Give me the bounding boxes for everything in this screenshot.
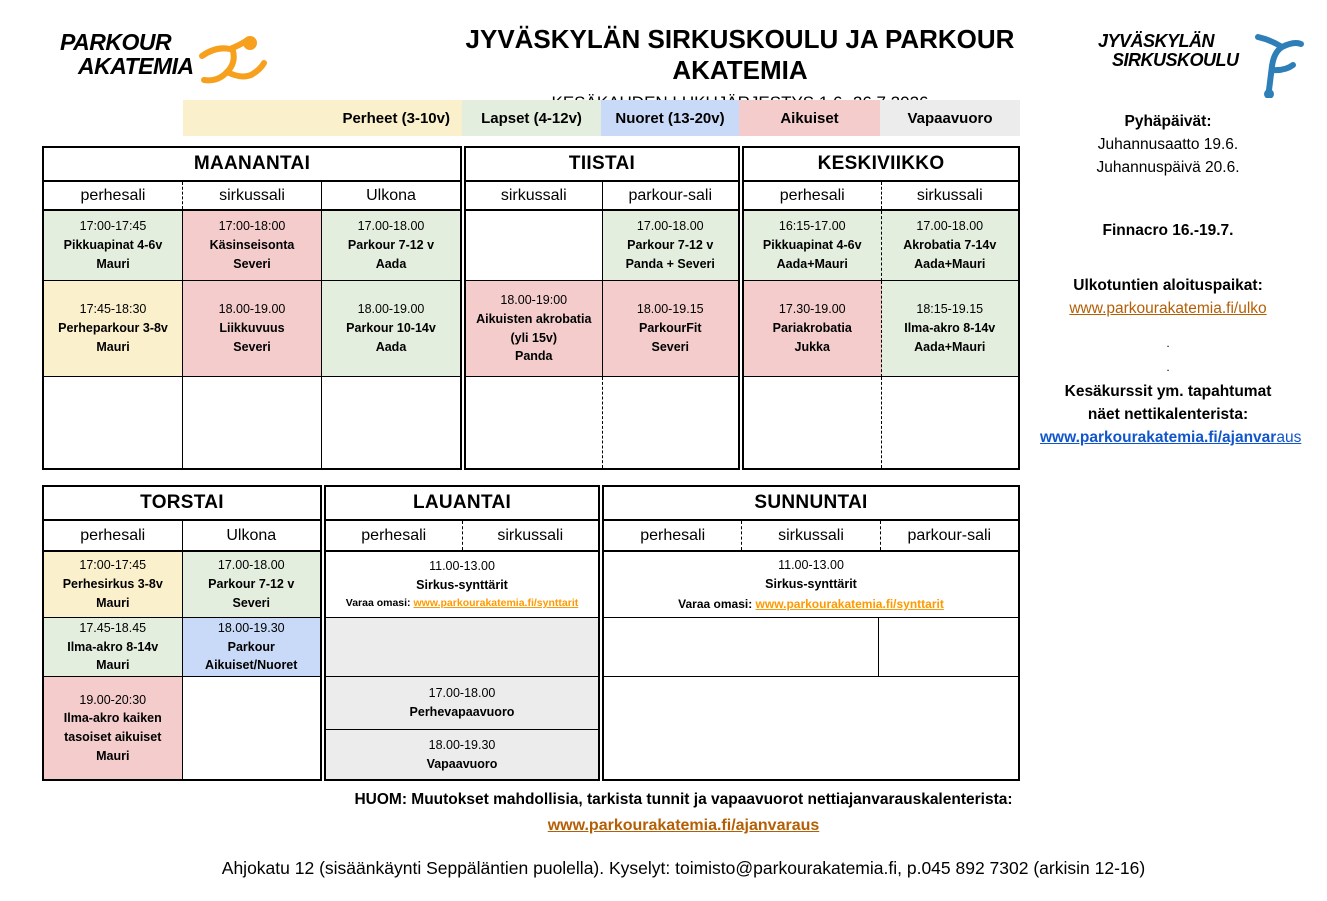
page-title: JYVÄSKYLÄN SIRKUSKOULU JA PARKOUR AKATEMIA: [465, 24, 1015, 85]
class-time: 16:15-17.00: [778, 219, 846, 234]
booking-line: [346, 596, 578, 612]
day-table-torstai: [42, 485, 322, 781]
class-cell: [882, 211, 1019, 281]
class-teacher: Panda + Severi: [625, 256, 715, 271]
category-legend: [183, 100, 1020, 136]
day-table-lauantai: [324, 485, 600, 781]
empty-cell: [466, 211, 603, 281]
holiday-line: Juhannusaatto 19.6.: [1097, 136, 1239, 153]
logo-parkour-line2: AKATEMIA: [78, 53, 194, 79]
calendar-link[interactable]: [1040, 429, 1301, 446]
ajanvaraus-link[interactable]: www.parkourakatemia.fi/ajanvaraus: [547, 817, 820, 834]
class-time: 17.00-18.00: [217, 558, 285, 573]
huom-note: HUOM: Muutokset mahdollisia, tarkista tunnit ja vapaavuorot nettiajanvarauskalenterista:: [354, 791, 1013, 808]
col-header-sirkussali: sirkussali: [497, 526, 564, 544]
class-time: 17:00-18:00: [218, 219, 286, 234]
legend-item-lapset: Lapset (4-12v): [462, 100, 601, 136]
day-table-maanantai: [42, 146, 462, 470]
class-time: 17:45-18:30: [79, 302, 147, 317]
class-time: 17.45-18.45: [79, 620, 147, 635]
class-cell: [882, 281, 1019, 377]
class-name: Parkour 7-12 v: [627, 238, 714, 253]
parkour-akatemia-logo: [60, 30, 270, 92]
legend-item-perheet: Perheet (3-10v): [183, 100, 462, 136]
day-header-torstai: TORSTAI: [44, 487, 320, 521]
col-header-sirkussali: sirkussali: [466, 182, 603, 209]
logo-parkour-line1: PARKOUR: [60, 29, 172, 55]
class-teacher: Aada+Mauri: [914, 256, 986, 271]
col-header-perhesali: perhesali: [604, 521, 742, 550]
class-time: 17.00-18.00: [636, 219, 704, 234]
class-cell: [744, 281, 882, 377]
class-cell-synttarit: [326, 552, 598, 618]
col-header-perhesali: perhesali: [326, 521, 463, 550]
class-name: Sirkus-synttärit: [765, 577, 857, 591]
summer-courses-line1: Kesäkurssit ym. tapahtumat: [1064, 383, 1272, 400]
class-cell: [183, 618, 321, 677]
parkour-figure-icon: [196, 32, 270, 92]
stray-dot: .: [1166, 336, 1170, 350]
class-teacher: Mauri: [96, 595, 130, 610]
logo-sirkus-line2: SIRKUSKOULU: [1112, 50, 1239, 70]
class-cell: [183, 281, 322, 377]
col-header-parkour-sali: parkour-sali: [628, 186, 713, 204]
class-teacher: Severi: [233, 339, 271, 354]
calendar-link-line: [1040, 426, 1302, 449]
empty-cell: [183, 377, 322, 468]
class-name: Perhesirkus 3-8v: [62, 577, 163, 592]
class-name: Pikkuapinat 4-6v: [762, 238, 862, 253]
day-header-lauantai: LAUANTAI: [326, 487, 598, 521]
class-cell: [603, 281, 739, 377]
class-time: 11.00-13.00: [429, 559, 495, 574]
col-header-perhesali: perhesali: [44, 182, 183, 209]
class-teacher: Mauri: [96, 748, 130, 763]
legend-item-vapaavuoro: Vapaavuoro: [880, 100, 1020, 136]
col-header-parkour-sali: parkour-sali: [907, 526, 992, 544]
sirkuskoulu-logo: [1098, 32, 1305, 98]
calendar-link-bold: www.parkourakatemia.fi/ajanvar: [1040, 429, 1277, 446]
class-time: 11.00-13.00: [778, 558, 844, 573]
class-time: 18.00-19.00: [218, 302, 286, 317]
col-header-perhesali: perhesali: [44, 521, 183, 550]
empty-cell: [466, 377, 603, 468]
class-teacher: Mauri: [96, 256, 130, 271]
class-teacher: Aada: [375, 256, 407, 271]
empty-cell: [183, 677, 321, 779]
col-header-perhesali: perhesali: [744, 182, 882, 209]
class-name: Perheparkour 3-8v: [58, 321, 168, 336]
class-teacher: Severi: [233, 256, 271, 271]
empty-cell: [879, 618, 1018, 677]
class-teacher: Severi: [651, 339, 690, 354]
class-time: 19.00-20:30: [79, 692, 147, 707]
class-time: 17:00-17:45: [79, 219, 147, 234]
class-cell-synttarit: [604, 552, 1018, 618]
col-header-sirkussali: sirkussali: [742, 521, 880, 550]
empty-cell: [882, 377, 1019, 468]
empty-cell: [604, 677, 1018, 779]
day-header-keskiviikko: KESKIVIIKKO: [744, 148, 1018, 182]
class-time: 18.00-19.30: [428, 737, 496, 752]
class-time: 18:15-19.15: [916, 302, 984, 317]
class-teacher: Aikuiset/Nuoret: [205, 658, 298, 673]
class-name: Aikuisten akrobatia (yli 15v): [476, 311, 592, 345]
class-name: Parkour 10-14v: [346, 321, 436, 336]
class-time: 17.00-18.00: [428, 686, 496, 701]
class-name: Vapaavuoro: [426, 756, 498, 771]
schedule-week-part2: [42, 485, 1020, 781]
class-time: 18.00-19:00: [500, 293, 568, 307]
class-time: 17.00-18.00: [916, 219, 984, 234]
empty-cell: [322, 377, 460, 468]
class-cell: [183, 211, 322, 281]
class-teacher: Jukka: [794, 339, 830, 354]
class-cell: [183, 552, 321, 618]
info-sidebar: [1040, 110, 1302, 449]
outdoor-link-line: [1040, 297, 1296, 320]
logo-sirkus-line1: JYVÄSKYLÄN: [1098, 31, 1215, 51]
booking-prefix: Varaa omasi:: [678, 596, 753, 611]
class-cell: [326, 677, 598, 730]
class-cell: [44, 552, 183, 618]
class-time: 18.00-19.15: [636, 302, 704, 317]
class-name: Ilma-akro kaiken tasoiset aikuiset: [63, 711, 162, 744]
class-teacher: Mauri: [96, 339, 130, 354]
summer-courses-line2: näet nettikalenterista:: [1087, 406, 1249, 423]
class-cell: [744, 211, 882, 281]
class-teacher: Aada+Mauri: [914, 339, 986, 354]
class-name: Parkour 7-12 v: [208, 577, 295, 592]
class-name: Akrobatia 7-14v: [903, 238, 997, 253]
class-name: Ilma-akro 8-14v: [67, 639, 159, 654]
empty-cell: [44, 377, 183, 468]
holiday-line: Juhannuspäivä 20.6.: [1096, 159, 1240, 176]
handstand-figure-icon: [1241, 32, 1305, 98]
empty-cell: [326, 618, 598, 677]
stray-dot: .: [1166, 360, 1170, 374]
class-cell: [466, 281, 603, 377]
class-teacher: Panda: [514, 349, 553, 364]
class-cell: [326, 730, 598, 779]
synttarit-link[interactable]: www.parkourakatemia.fi/synttarit: [413, 596, 579, 609]
class-cell: [44, 281, 183, 377]
legend-item-aikuiset: Aikuiset: [739, 100, 880, 136]
class-name: Parkour 7-12 v: [347, 238, 435, 253]
class-name: Liikkuvuus: [219, 321, 285, 336]
calendar-link-rest: aus: [1276, 429, 1302, 446]
class-name: Käsinseisonta: [209, 238, 295, 253]
holidays-title: Pyhäpäivät:: [1124, 113, 1212, 130]
huom-link-line: [40, 817, 1327, 835]
class-name: Pikkuapinat 4-6v: [63, 238, 163, 253]
class-time: 17.00-18.00: [357, 219, 425, 234]
synttarit-link[interactable]: www.parkourakatemia.fi/synttarit: [755, 596, 944, 611]
class-name: ParkourFit: [638, 321, 702, 336]
class-name: Pariakrobatia: [772, 321, 852, 336]
class-cell: [44, 677, 183, 779]
day-table-keskiviikko: [742, 146, 1020, 470]
col-header-sirkussali: sirkussali: [183, 182, 322, 209]
day-table-tiistai: [464, 146, 740, 470]
class-cell: [44, 618, 183, 677]
col-header-ulkona: Ulkona: [226, 526, 277, 544]
finnacro-note: Finnacro 16.-19.7.: [1102, 222, 1234, 239]
col-header-sirkussali: sirkussali: [916, 186, 983, 204]
class-time: 18.00-19.30: [217, 620, 285, 635]
empty-cell: [603, 377, 739, 468]
col-header-ulkona: Ulkona: [366, 186, 416, 204]
class-cell: [322, 211, 460, 281]
address-line: Ahjokatu 12 (sisäänkäynti Seppäläntien puolella). Kyselyt: toimisto@parkourakatemia.fi, p.045 892 7302 (arkisin 12-16): [221, 858, 1146, 878]
class-teacher: Aada+Mauri: [776, 256, 848, 271]
class-name: Sirkus-synttärit: [416, 578, 508, 593]
class-name: Ilma-akro 8-14v: [904, 321, 996, 336]
class-time: 18.00-19.00: [357, 302, 425, 317]
schedule-week-part1: [42, 146, 1020, 470]
outdoor-title: Ulkotuntien aloituspaikat:: [1073, 277, 1263, 294]
class-cell: [44, 211, 183, 281]
class-time: 17:00-17:45: [79, 558, 147, 573]
empty-cell: [744, 377, 882, 468]
class-time: 17.30-19.00: [778, 302, 846, 317]
booking-line: [678, 595, 944, 613]
class-cell: [322, 281, 460, 377]
day-header-tiistai: TIISTAI: [466, 148, 738, 182]
booking-prefix: Varaa omasi:: [345, 596, 411, 609]
class-teacher: Severi: [232, 595, 271, 610]
class-teacher: Aada: [375, 339, 407, 354]
class-teacher: Mauri: [96, 658, 130, 673]
day-header-maanantai: MAANANTAI: [44, 148, 460, 182]
empty-cell: [604, 618, 879, 677]
outdoor-link[interactable]: www.parkourakatemia.fi/ulko: [1069, 300, 1267, 317]
day-header-sunnuntai: SUNNUNTAI: [604, 487, 1018, 521]
day-table-sunnuntai: [602, 485, 1020, 781]
class-name: Perhevapaavuoro: [409, 705, 515, 719]
class-name: Parkour: [227, 639, 275, 654]
class-cell: [603, 211, 739, 281]
legend-item-nuoret: Nuoret (13-20v): [601, 100, 739, 136]
